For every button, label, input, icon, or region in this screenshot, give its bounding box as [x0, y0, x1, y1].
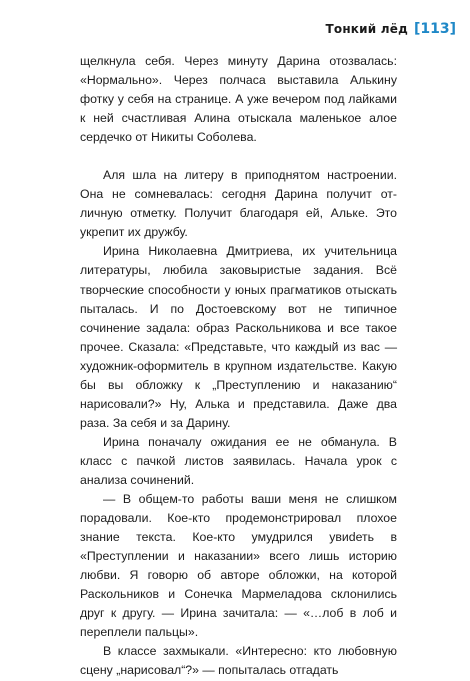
- paragraph: В классе захмыкали. «Интересно: кто любовную сцену „нарисовал“?» — попыталась отгадать: [80, 644, 397, 678]
- paragraph: Ирина Николаевна Дмитриева, их учительница литературы, любила заковыристые задания. Всё творческие способности у юных прагматиков отыскать пыталась. И по Достоевскому вот не типичное сочинение задала: образ Раскольникова и все такое прочее. Сказала: «Представьте, что каждый из вас — художник-оформитель в крупном издательстве. Какую бы вы обложку к „Преступлению и наказанию“ нарисовали?» Ну, Алька и представила. Даже два раза. За себя и за Дарину.: [80, 244, 397, 430]
- paragraph: Ирина поначалу ожидания ее не обманула. В класс с пачкой листов заявилась. Начала урок с анализа сочинений.: [80, 434, 397, 487]
- book-title: Тонкий лёд: [325, 22, 408, 36]
- paragraph: — В общем-то работы ваши меня не слишком порадовали. Кое-кто продемонстрировал плохое знание текста. Кое-кто умудрился увиdеть в «Преступлении и наказании» всего лишь историю любви. Я говорю об авторе обложки, на которой Раскольников и Сонечка Мармеладова склонились друг к другу. — Ирина зачитала: — «…лоб в лоб и переплели пальцы».: [80, 492, 397, 640]
- paragraph: щелкнула себя. Через минуту Дарина отозвалась: «Нормально». Через полчаса выставила Алькину фотку у себя на странице. А уже вечером под лайками к ней счастливая Алина отыскала маленькое алое сердечко от Никиты Соболева.: [80, 54, 397, 145]
- page-number: [113]: [413, 21, 456, 37]
- running-header: [325, 18, 456, 40]
- paragraph: Аля шла на литеру в приподнятом настроении. Она не сомневалась: сегодня Дарина получит отличную отметку. Получит благодаря ей, Альке. Это укрепит их дружбу.: [80, 168, 397, 240]
- page-body: [80, 52, 397, 681]
